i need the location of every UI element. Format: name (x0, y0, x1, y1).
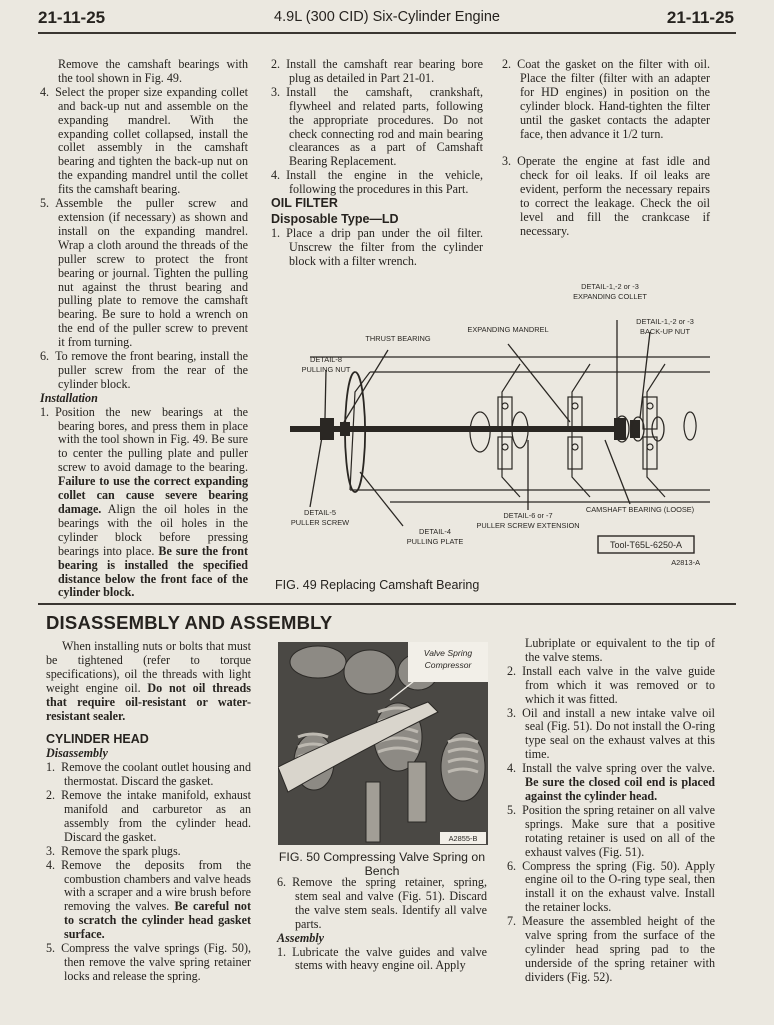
disassembly-heading: Disassembly (46, 746, 108, 761)
install-step-2: 2. Install the camshaft rear bearing bore plug as detailed in Part 21-01. (271, 57, 483, 85)
fig-49-camshaft-bearing-diagram (270, 272, 718, 584)
assembly-step-3: 3. Oil and install a new intake valve oil seal (Fig. 51). Do not install the O-ring type seal on the exhaust valves at this time. (507, 705, 715, 762)
fig-50-valve-spring-photo (278, 642, 488, 845)
install-step-4: 4. Install the engine in the vehicle, following the procedures in this Part. (271, 168, 483, 197)
label-thrust-bearing: THRUST BEARING (365, 334, 431, 343)
disassembly-step-1: 1. Remove the coolant outlet housing and thermostat. Discard the gasket. (46, 760, 251, 789)
assembly-step-5: 5. Position the spring retainer on all valve springs. Make sure that a positive rotating retainer is used on all of the exhaust valves (Fig. 51). (507, 802, 715, 859)
label-mandrel: EXPANDING MANDREL (467, 325, 549, 334)
disassembly-step-3: 3. Remove the spark plugs. (46, 843, 181, 858)
label-detail-8: DETAIL-8 (310, 355, 342, 364)
column-1 (40, 58, 248, 600)
filter-step-1: 1. Place a drip pan under the oil filter. Unscrew the filter from the cylinder block with a filter wrench. (271, 225, 483, 268)
section-rule (38, 603, 736, 605)
label-collet-detail: DETAIL-1,-2 or -3 (581, 282, 639, 291)
label-collet: EXPANDING COLLET (573, 292, 647, 301)
install-step-3: 3. Install the camshaft, crankshaft, flywheel and related parts, following the appropriate procedures. Do not check connecting rod and main bearing clearances as a part of Camshaft Bearing Replacement. (271, 84, 483, 169)
running-title: 4.9L (300 CID) Six-Cylinder Engine (274, 9, 500, 25)
label-detail-5: DETAIL-5 (304, 508, 336, 517)
column-6 (507, 637, 715, 985)
assembly-step-2: 2. Install each valve in the valve guide from which it was removed or to which it was fitted. (507, 663, 715, 706)
label-extension: PULLER SCREW EXTENSION (476, 521, 580, 530)
section-heading: DISASSEMBLY AND ASSEMBLY (46, 612, 333, 633)
removal-step-5: 5. Assemble the puller screw and extension (if necessary) as shown and install on the expanding mandrel. Wrap a cloth around the threads of the puller screw to protect the front bearing or journal. Tighten the pulling nut against the thrust bearing and pulling plate to remove the camshaft bearing. Be sure to hold a wrench on the end of the puller screw to prevent it from turning. (40, 196, 248, 350)
label-detail-6-7: DETAIL-6 or -7 (503, 511, 553, 520)
fig50-label-compressor: Compressor (424, 660, 472, 670)
page-number-right: 21-11-25 (666, 8, 734, 27)
label-camshaft-bearing: CAMSHAFT BEARING (LOOSE) (585, 505, 695, 514)
removal-intro: Remove the camshaft bearings with the tool shown in Fig. 49. (58, 57, 248, 85)
removal-step-4: 4. Select the proper size expanding collet and back-up nut and assemble on the expanding mandrel. With the expanding collet collapsed, install the collet assembly in the camshaft bearing and tighten the back-up nut on the expanding mandrel until the collet fits the camshaft bearing. (40, 84, 248, 197)
assembly-step-7: 7. Measure the assembled height of the valve spring from the surface of the cylinder head spring pad to the underside of the spring retainer with dividers (Fig. 52). (507, 914, 715, 984)
oil-filter-heading: OIL FILTER (271, 196, 338, 211)
removal-step-6: 6. To remove the front bearing, install the puller screw from the rear of the cylinder block. (40, 349, 248, 391)
label-backup-nut: BACK-UP NUT (640, 327, 690, 336)
label-pulling-nut: PULLING NUT (301, 365, 351, 374)
disassembly-step-4: 4. Remove the deposits from the combustion chambers and valve heads with a scraper and a wire brush before removing the valves. Be careful not to scratch the cylinder head gasket surface. (46, 857, 251, 942)
column-5 (277, 876, 487, 973)
tool-number: Tool-T65L-6250-A (609, 540, 683, 550)
assembly-step-6: 6. Compress the spring (Fig. 50). Apply engine oil to the O-ring type seal, then install it on the exhaust valve. Install the retainer locks. (507, 858, 715, 915)
filter-step-3: 3. Operate the engine at fast idle and check for oil leaks. If oil leaks are evident, perform the necessary repairs to correct the leakage. Check the oil level and fill the crankcase if necessary. (502, 154, 710, 238)
fig-50-caption: FIG. 50 Compressing Valve Spring on Bench (278, 850, 486, 878)
disassembly-step-6: 6. Remove the spring retainer, spring, stem seal and valve (Fig. 51). Discard the valve stem seals. Identify all valve parts. (277, 875, 487, 931)
fig50-label-valve-spring: Valve Spring (423, 648, 473, 658)
installation-step-1: 1. Position the new bearings at the bearing bores, and press them in place with the tool shown in Fig. 49. Be sure to center the pulling plate and puller screw to avoid damage to the bearing. Failure to use the correct expanding collet can cause severe bearing damage. Align the oil holes in the bearings with the oil holes in the cylinder block before pressing bearings into place. Be sure the front bearing is installed the specified distance below the front face of the cylinder block. (40, 404, 248, 600)
fig50-art-code: A2855-B (448, 834, 478, 843)
label-puller-screw: PULLER SCREW (290, 518, 350, 527)
disassembly-step-2: 2. Remove the intake manifold, exhaust manifold and carburetor as an assembly from the cylinder head. Discard the gasket. (46, 788, 251, 844)
assembly-step-1: 1. Lubricate the valve guides and valve stems with heavy engine oil. Apply (277, 944, 487, 973)
label-detail-4: DETAIL-4 (419, 527, 451, 536)
installation-heading: Installation (40, 390, 98, 405)
torque-note: When installing nuts or bolts that must be tightened (refer to torque specifications), oil the threads with light weight engine oil. Do not oil threads that require oil-resistant or water-resistant sealer. (46, 639, 251, 723)
fig49-art-code: A2813-A (671, 558, 700, 567)
label-nut-detail: DETAIL-1,-2 or -3 (636, 317, 694, 326)
assembly-heading: Assembly (277, 930, 325, 945)
page-number-left: 21-11-25 (38, 8, 106, 27)
filter-step-2: 2. Coat the gasket on the filter with oil. Place the filter (filter with an adapter for HD engines) in position on the cylinder block. Hand-tighten the filter until the gasket contacts the adapter face, then advance it 1/2 turn. (502, 57, 710, 141)
cylinder-head-heading: CYLINDER HEAD (46, 732, 149, 747)
assembly-step-1-cont: Lubriplate or equivalent to the tip of the valve stems. (525, 636, 715, 664)
disassembly-step-5: 5. Compress the valve springs (Fig. 50), then remove the valve spring retainer locks and release the spring. (46, 941, 251, 983)
disposable-type-heading: Disposable Type—LD (271, 211, 399, 226)
assembly-step-4: 4. Install the valve spring over the valve. Be sure the closed coil end is placed against the cylinder head. (507, 761, 715, 803)
header-rule (38, 32, 736, 34)
column-2 (271, 58, 483, 269)
label-pulling-plate: PULLING PLATE (406, 537, 464, 546)
column-3 (502, 58, 710, 239)
column-4 (46, 640, 251, 984)
fig-49-caption: FIG. 49 Replacing Camshaft Bearing (275, 578, 480, 592)
